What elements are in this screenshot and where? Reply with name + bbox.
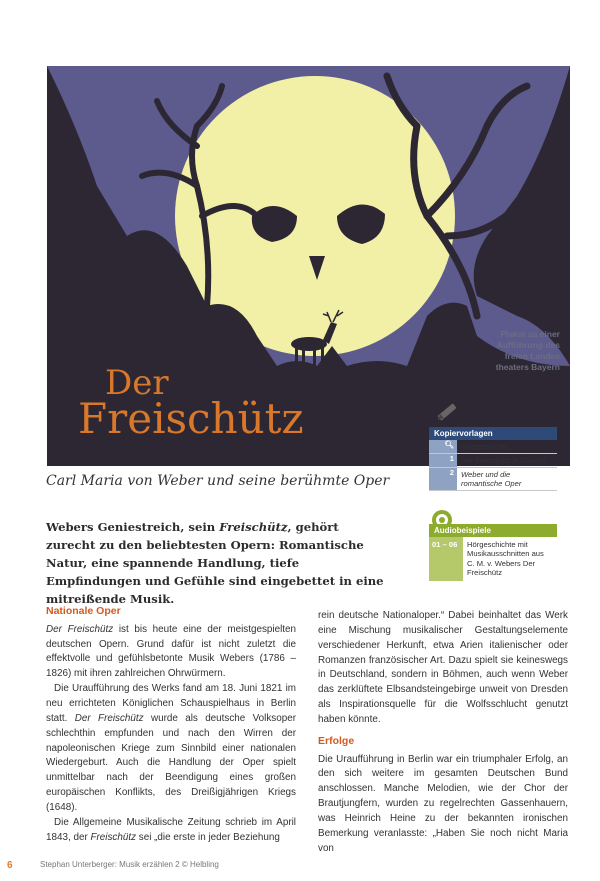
audiobeispiele-heading: Audiobeispiele xyxy=(429,524,557,537)
section-heading: Erfolge xyxy=(318,734,355,747)
lead-paragraph: Webers Geniestreich, sein Freischütz, gehört zurecht zu den beliebtesten Opern: Romantische Natur, eine spannende Handlung, tiefe Empfindungen und Gefühle sind eingebettet in eine mitreißende Musik. xyxy=(46,520,384,606)
subtitle: Carl Maria von Weber und seine berühmte Oper xyxy=(46,473,390,489)
page-title: Freischütz xyxy=(78,394,304,443)
pencil-icon xyxy=(434,398,460,424)
paragraph: Die Uraufführung des Werks fand am 18. Juni 1821 im neu errichteten Königlichen Schauspielhaus in Berlin statt. Der Freischütz wurde als deutsche Volksoper schlechthin empfunden und nach den Wirren der napoleonischen Kriege zum Sinnbild einer nationalen Wiedergeburt. Auch die Handlung der Oper spielt unmittelbar nach der Beendigung eines großen europäischen Konflikts, des Dreißigjährigen Kriegs (1648). xyxy=(46,683,296,814)
section-heading: Nationale Oper xyxy=(46,605,121,617)
right-column xyxy=(318,609,568,857)
search-icon: 🔍︎ xyxy=(429,440,457,453)
page-number: 6 xyxy=(7,860,13,871)
work-title: Freischütz xyxy=(219,520,288,534)
left-column xyxy=(46,604,296,846)
track-description: Hörgeschichte mit Musikausschnitten aus C. M. v. Webers Der Freischütz xyxy=(467,540,544,578)
list-item[interactable]: 🔍︎ Vorgeschichte xyxy=(429,440,557,454)
title-article: Der xyxy=(105,363,169,403)
paragraph: Der Freischütz ist bis heute eine der meistgespielten deutschen Opern. Grund dafür ist nicht zuletzt die effektvolle und gefühlsbetonte Musik Webers (1786 – 1826) mit ihren zahlreichen Ohrwürmern. xyxy=(46,623,296,680)
track-range: 01 – 06 xyxy=(429,537,463,581)
paragraph: rein deutsche Nationaloper.“ Dabei beinhaltet das Werk eine Mischung musikalischer Gestaltungselemente verschiedener Herkunft, etwa Arien italienischer oder Romanzen französischer Art. Dazu spielt sie keineswegs in Deutschland, sondern in Böhmen, auch wenn Weber das zerklüftete Elbsandsteingebirge unweit von Dresden als Inspirationsquelle für die Wolfsschlucht genutzt haben könnte. xyxy=(318,610,568,726)
paragraph: Die Allgemeine Musikalische Zeitung schrieb im April 1843, der Freischütz sei „die erste in jeder Beziehung xyxy=(46,816,296,843)
audiobeispiele-box xyxy=(429,524,557,581)
kopiervorlagen-box xyxy=(429,427,557,491)
poster-caption: Plakat zu einer Aufführung des freien Landes theaters Bayern xyxy=(495,329,560,373)
list-item[interactable]: 2 Weber und die romantische Oper xyxy=(429,468,557,491)
footer-credit: Stephan Unterberger: Musik erzählen 2 © Helbling xyxy=(40,860,219,869)
paragraph: Die Uraufführung in Berlin war ein triumphaler Erfolg, an den sich weitere im gesamten Deutschen Bund anschlossen. Manche Melodien, wie der Chor der Brautjungfern, wurden zu regelrechten Gassenhauern, was Heinrich Heine zu der bekannten ironischen Bemerkung veranlasste: „Haben Sie noch nicht Maria von xyxy=(318,753,568,854)
list-item[interactable]: 1 Der Freischütz in Comics xyxy=(429,454,557,468)
kopiervorlagen-heading: Kopiervorlagen xyxy=(429,427,557,440)
list-item[interactable] xyxy=(429,537,557,581)
